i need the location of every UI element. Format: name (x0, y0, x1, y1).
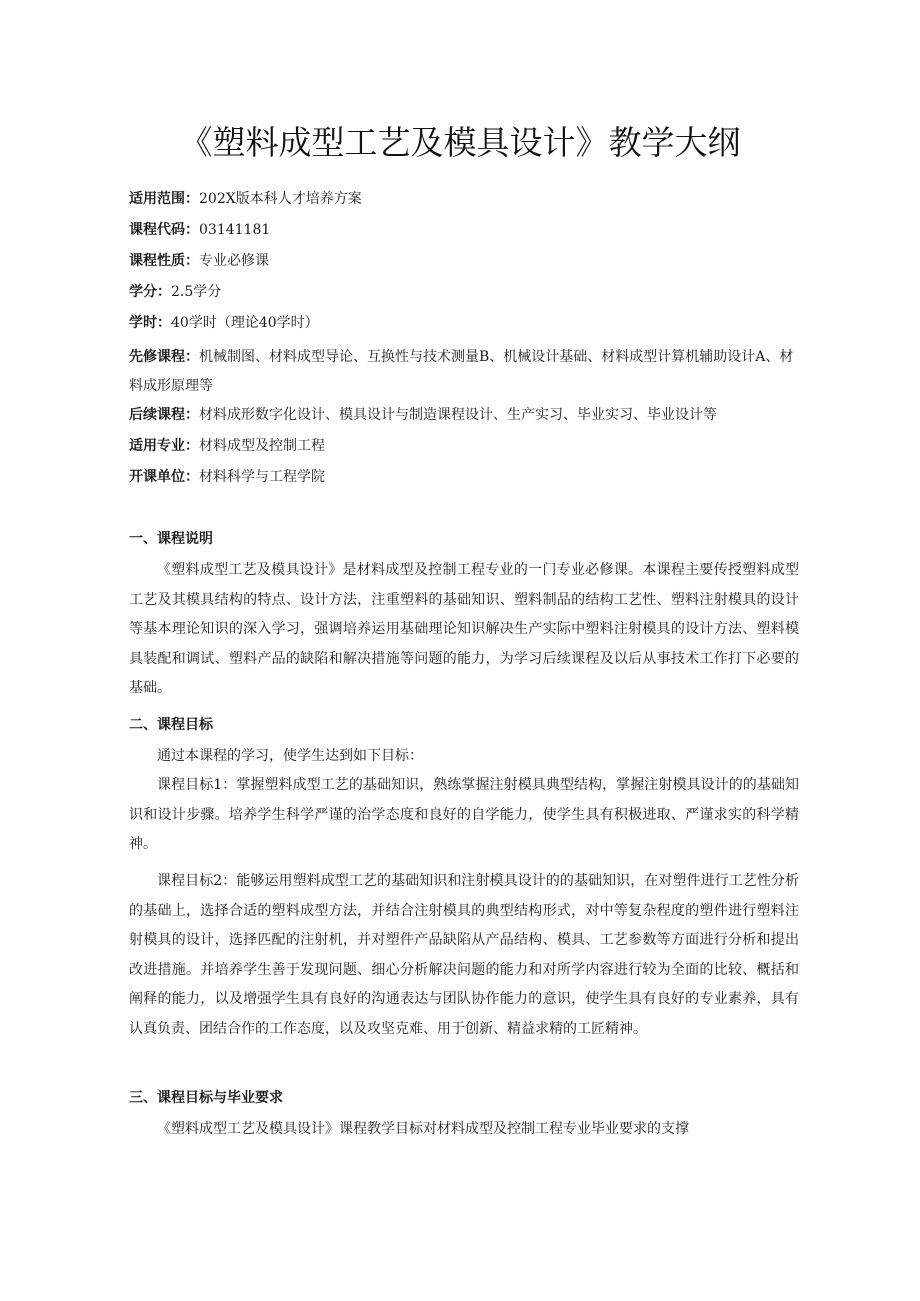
meta-value: 202X版本科人才培养方案 (199, 191, 362, 207)
meta-scope (129, 189, 819, 209)
meta-key: 先修课程： (129, 349, 199, 365)
meta-course-code (129, 220, 819, 240)
section-2-intro: 通过本课程的学习，使学生达到如下目标： (157, 748, 423, 764)
meta-value: 专业必修课 (199, 253, 269, 269)
meta-value: 03141181 (199, 222, 271, 238)
meta-value: 2.5学分 (171, 284, 222, 300)
meta-major (129, 436, 819, 456)
meta-key: 开课单位： (129, 469, 199, 485)
meta-follow-up (129, 405, 819, 425)
meta-key: 课程性质： (129, 253, 199, 269)
meta-key: 适用范围： (129, 191, 199, 207)
section-3-body: 《塑料成型工艺及模具设计》课程教学目标对材料成型及控制工程专业毕业要求的支撑 (157, 1121, 689, 1137)
meta-value: 材料科学与工程学院 (199, 469, 325, 485)
meta-value: 机械制图、材料成型导论、互换性与技术测量B、机械设计基础、材料成型计算机辅助设计A、材料成形原理等 (129, 349, 794, 394)
meta-key: 学分： (129, 284, 171, 300)
meta-key: 学时： (129, 315, 171, 331)
meta-key: 课程代码： (129, 222, 199, 238)
section-heading-1: 一、课程说明 (129, 531, 213, 547)
section-heading-3: 三、课程目标与毕业要求 (129, 1090, 283, 1106)
meta-value: 材料成型及控制工程 (199, 438, 325, 454)
meta-department (129, 467, 819, 487)
course-goal-2: 课程目标2：能够运用塑料成型工艺的基础知识和注射模具设计的的基础知识，在对塑件进行工艺性分析的基础上，选择合适的塑料成型方法，并结合注射模具的典型结构形式，对中等复杂程度的塑件进行塑料注射模具的设计，选择匹配的注射机，并对塑件产品缺陷从产品结构、模具、工艺参数等方面进行分析和提出改进措施。并培养学生善于发现问题、细心分析解决问题的能力和对所学内容进行较为全面的比较、概括和阐释的能力，以及增强学生具有良好的沟通表达与团队协作能力的意识，使学生具有良好的专业素养，具有认真负责、团结合作的工作态度，以及攻坚克难、用于创新、精益求精的工匠精神。 (129, 873, 799, 1037)
meta-credits (129, 282, 819, 302)
course-goal-1: 课程目标1：掌握塑料成型工艺的基础知识，熟练掌握注射模具典型结构，掌握注射模具设计的的基础知识和设计步骤。培养学生科学严谨的治学态度和良好的自学能力，使学生具有积极进取、严谨求实的科学精神。 (129, 777, 799, 852)
meta-key: 适用专业： (129, 438, 199, 454)
section-1-body: 《塑料成型工艺及模具设计》是材料成型及控制工程专业的一门专业必修课。本课程主要传授塑料成型工艺及其模具结构的特点、设计方法，注重塑料的基础知识、塑料制品的结构工艺性、塑料注射模具的设计等基本理论知识的深入学习，强调培养运用基础理论知识解决生产实际中塑料注射模具的设计方法、塑料模具装配和调试、塑料产品的缺陷和解决措施等问题的能力，为学习后续课程及以后从事技术工作打下必要的基础。 (129, 562, 799, 696)
document-title: 《塑料成型工艺及模具设计》教学大纲 (179, 123, 741, 162)
meta-prerequisites (129, 343, 804, 401)
meta-value: 材料成形数字化设计、模具设计与制造课程设计、生产实习、毕业实习、毕业设计等 (199, 407, 717, 423)
meta-hours (129, 313, 819, 333)
meta-course-nature (129, 251, 819, 271)
meta-key: 后续课程： (129, 407, 199, 423)
meta-value: 40学时（理论40学时） (171, 315, 319, 331)
section-heading-2: 二、课程目标 (129, 717, 213, 733)
